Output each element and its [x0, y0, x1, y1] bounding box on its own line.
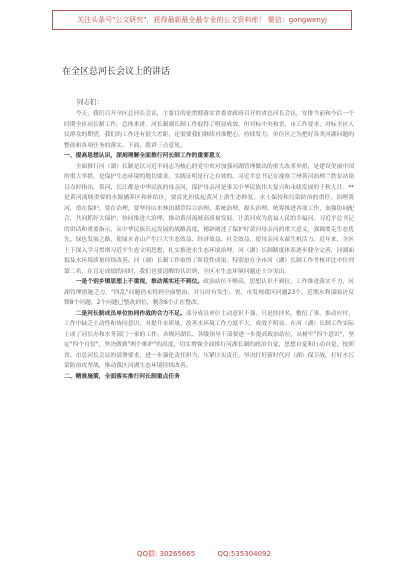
- promo-banner: 关注头条号"公文研究"，获得最新最全最专业的公文资料库！ 微信：gongwenyj: [52, 10, 352, 30]
- section-heading-1: 一、提高思想认识，深刻理解全面推行河长制工作的重要意义: [64, 153, 221, 159]
- section-heading-2: 二、精准施策，全面落实推行河长制重点任务: [64, 373, 180, 380]
- greeting: 同志们：: [77, 98, 103, 106]
- footer-contact: QQ群: 30265665 QQ:535304092: [137, 550, 271, 558]
- document-body: [64, 109, 354, 540]
- paragraph-text: 部分成员单位主动意识不强，只是挂挂名，敷衍了事，推动应付，工作中缺乏主动性和协同意识，对提升水质量、改善水环境工作力度不大，成效不明显。在河（湖）长制工作实际上成了河长办和水务部门一家的工作。各级河湖长、各级领导干部要进一步提高政治站位，从树牢"四个意识"，坚定"四个自信"，坚决做到"两个维护"的高度，切实增强全面推行河湖长制的政治自觉、思想自觉和行动自觉，按照省、市总河长会议的部署要求，进一步强化责任担当，压紧压实责任，坚决打好新时代河（湖）保卫战，打好水污染防治攻坚战，推动我区河湖生态环境持续改善。: [64, 310, 354, 369]
- section1-paragraph-1: 全面推行河（湖）长制是以习近平同志为核心的党中央对加强河湖管理做出的重大改革举措，是建设美丽中国的重大举措，是保护生态环境的地切要求，实践证明是行之有效的。习近平总书记在视察兰州黄河治理兰铁泵站项目点时指出，黄河、长江都是中华民族的母亲河，保护母亲河是事关中华民族伟大复兴和永续发展的千秋大计。**是黄河流域重要的水源涵养区和补给区，要首先担负起黄河上游生态修复、水土保持和污染防治的重任，治理黄河，重在保护，要在治理，要坚持山水林田湖草综合治理、系统治理、源头治理，统筹推进各项工作，加强协同配合，共同抓好大保护，协同推进大治理，推动黄河流域高质量发展，让黄河成为造福人民的幸福河。习近平总书记的讲话和重要指示，从中华民族长远发展的战略高度，精辟阐述了保护好黄河母亲河的重大意义，强调要走生态优先、绿色发展之路，使绿水青山产生巨大生态效益、经济效益、社会效益，使母亲河永葆生机活力。近年来，全区上下深入学习贯彻习近平生态文明思想，扎实推进水生态环境治理，河（湖）长制制度体系逐步健全完善，河湖面貌及水环境质量持续改善。河（湖）长制工作取得了阶段性成果。特别是在全市河（湖）长制工作考核评比中位列第二名，在肯定成绩的同时，我们也要清醒的认识到，全区水生态环境问题还十分突出。: [64, 163, 354, 275]
- paragraph-text: 政治站位不够高，思想认识不到位，工作推进落实不力，河湖管理措施乏力，"四乱"问题仍未得到全面整治，并且时有发生。省、市发现我区问题23个，近期水利部暗访反馈8个问题，2个问题已整改到位，剩余6个正在整改。: [64, 279, 354, 306]
- bold-point-1: 一是个别乡镇思想上不重视，推动落实还不到位。: [75, 279, 204, 285]
- section1-paragraph-3: [64, 309, 354, 372]
- page-title: 在全区总河长会议上的讲话: [62, 67, 171, 77]
- section1-paragraph-2: [64, 277, 354, 309]
- bold-point-2: 二是河长制成员单位协同作战的合力不足。: [75, 310, 186, 317]
- intro-paragraph: 今天，我们召开全区总河长会议，主要目的是贯彻落实省委省政府召开的省总河长会议，安排当前和今后一个时期全区河长制工作。总体来讲，河长制湖长制工作取得了明显成效，但对标中央和省、市工作要求，对标全区人民群众的期望，我们的工作还有很大差距，还需要我们继续对准靶心，持续发力。单位区之为把好各类河湖问题的整改和各项任务的落实。下面，我讲三点意见。: [64, 111, 354, 149]
